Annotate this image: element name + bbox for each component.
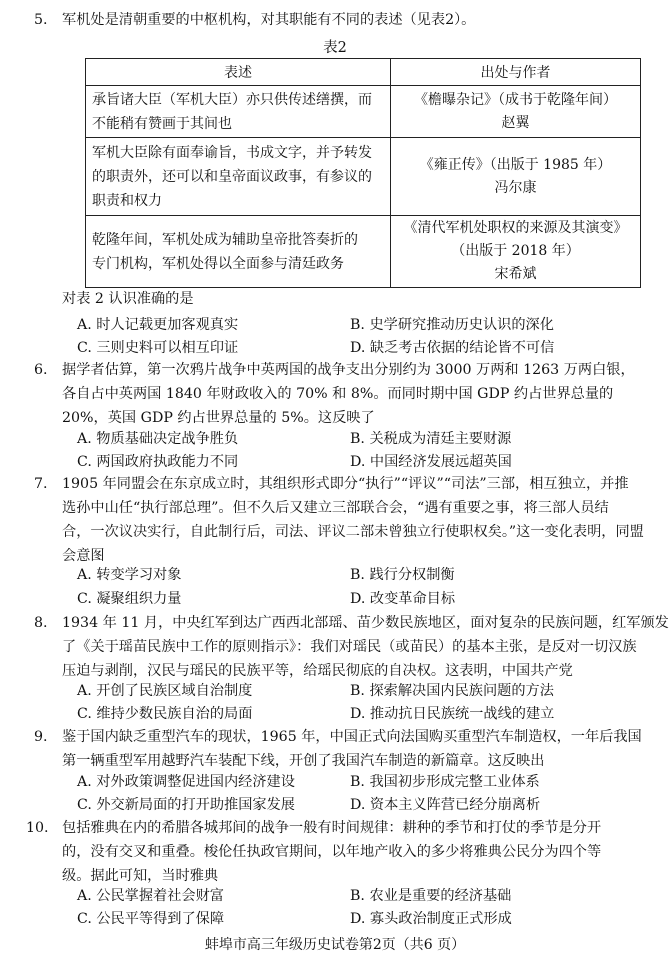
table-row [86,216,641,288]
question-line: 级。据此可知，当时雅典 [62,868,219,884]
option-b[interactable]: B. 探索解决国内民族问题的方法 [350,683,554,699]
question-line: 各自占中英两国 1840 年财政收入的 70% 和 8%。而同时期中国 GDP 约占世界总量的 [62,386,614,402]
source-table [85,58,641,288]
table-header-cell: 出处与作者 [391,59,641,86]
page-footer: 蚌埠市高三年级历史试卷第2页（共6 页） [204,937,466,953]
table-cell-source [391,86,641,138]
option-d[interactable]: D. 中国经济发展远超英国 [350,454,512,470]
question-line: 会意图 [62,548,105,564]
table-header-cell: 表述 [86,59,391,86]
option-c[interactable]: C. 凝聚组织力量 [77,591,182,607]
option-d[interactable]: D. 改变革命目标 [350,591,456,607]
question-line: 第一辆重型军用越野汽车装配下线，开创了我国汽车制造的新篇章。这反映出 [62,753,545,769]
option-a[interactable]: A. 时人记载更加客观真实 [77,317,239,333]
question-line: 选孙中山任“执行部总理”。但不久后又建立三部联合会，“遇有重要之事，将三部人员结 [62,500,609,516]
question-line: 1934 年 11 月，中央红军到达广西西北部瑶、苗少数民族地区，面对复杂的民族问题，红军颁发 [62,615,669,631]
prompt-text: 对表 2 认识准确的是 [62,291,194,307]
cell-line: 职责和权力 [92,192,162,209]
question-line: 的，没有交叉和重叠。梭伦任执政官期间，以年地产收入的多少将雅典公民分为四个等 [62,844,602,860]
question-stem: 军机处是清朝重要的中枢机构，对其职能有不同的表述（见表2）。 [62,12,476,28]
option-c[interactable]: C. 三则史料可以相互印证 [77,340,239,356]
question-line: 压迫与剥削，汉民与瑶民的民族平等，给瑶民彻底的自决权。这表明，中国共产党 [62,663,573,679]
option-d[interactable]: D. 资本主义阵营已经分崩离析 [350,797,541,813]
question-number: 10. [26,820,49,836]
option-b[interactable]: B. 关税成为清廷主要财源 [350,431,512,447]
question-line: 1905 年同盟会在东京成立时，其组织形式即分“执行”“评议”“司法”三部，相互独立，并推 [62,476,629,492]
question-line: 了《关于瑶苗民族中工作的原则指示》：我们对瑶民（或苗民）的基本主张，是反对一切汉族 [62,639,637,655]
cell-line: 的职责外，还可以和皇帝面议政事，有参议的 [92,168,372,185]
cell-line: 赵翼 [501,114,530,131]
option-d[interactable]: D. 寡头政治制度正式形成 [350,911,512,927]
option-c[interactable]: C. 两国政府执政能力不同 [77,454,239,470]
cell-line: 《檐曝杂记》（成书于乾隆年间） [414,91,617,108]
table-row [86,86,641,138]
question-line: 鉴于国内缺乏重型汽车的现状，1965 年，中国正式向法国购买重型汽车制造权，一年后我国 [62,729,642,745]
option-a[interactable]: A. 物质基础决定战争胜负 [77,431,239,447]
option-c[interactable]: C. 维持少数民族自治的局面 [77,706,253,722]
table-cell-source [391,138,641,216]
question-line: 据学者估算，第一次鸦片战争中英两国的战争支出分别约为 3000 万两和 1263 万两白银， [62,362,635,378]
question-line: 合，一次议决实行，自此制行后，司法、评议二部未曾独立行使职权矣。”这一变化表明，同盟 [62,524,644,540]
question-number: 8. [34,615,48,631]
question-line: 20%，英国 GDP 约占世界总量的 5%。这反映了 [62,410,375,426]
table-cell-statement [86,86,391,138]
cell-line: 专门机构，军机处得以全面参与清廷政务 [92,255,344,272]
table-cell-statement [86,216,391,288]
question-number: 6. [34,362,48,378]
option-c[interactable]: C. 外交新局面的打开助推国家发展 [77,797,295,813]
cell-line: 军机大臣除有面奉谕旨，书成文字，并予转发 [92,144,372,161]
option-d[interactable]: D. 推动抗日民族统一战线的建立 [350,706,555,722]
option-b[interactable]: B. 农业是重要的经济基础 [350,888,512,904]
table-header-row [86,59,641,86]
cell-line: 不能稍有赞画于其间也 [92,115,232,132]
cell-line: 乾隆年间，军机处成为辅助皇帝批答奏折的 [92,231,358,248]
option-b[interactable]: B. 我国初步形成完整工业体系 [350,774,540,790]
cell-line: 《雍正传》（出版于 1985 年） [419,156,612,173]
option-a[interactable]: A. 开创了民族区域自治制度 [77,683,253,699]
table-cell-statement [86,138,391,216]
option-b[interactable]: B. 践行分权制衡 [350,567,455,583]
cell-line: 冯尔康 [494,179,537,196]
cell-line: 《清代军机处职权的来源及其演变》 [403,220,628,236]
cell-line: （出版于 2018 年） [451,243,580,259]
option-a[interactable]: A. 转变学习对象 [77,567,182,583]
table-row [86,138,641,216]
cell-line: 宋希斌 [494,266,537,282]
question-number: 5. [34,12,48,28]
question-number: 7. [34,476,48,492]
option-d[interactable]: D. 缺乏考古依据的结论皆不可信 [350,340,555,356]
question-line: 包括雅典在内的希腊各城邦间的战争一般有时间规律：耕种的季节和打仗的季节是分开 [62,820,602,836]
table-title: 表2 [323,40,347,56]
table-cell-source [391,216,641,288]
option-a[interactable]: A. 公民掌握着社会财富 [77,888,224,904]
cell-line: 承旨诸大臣（军机大臣）亦只供传述缮撰，而 [92,91,372,108]
option-b[interactable]: B. 史学研究推动历史认识的深化 [350,317,554,333]
option-a[interactable]: A. 对外政策调整促进国内经济建设 [77,774,295,790]
question-number: 9. [34,729,48,745]
option-c[interactable]: C. 公民平等得到了保障 [77,911,225,927]
